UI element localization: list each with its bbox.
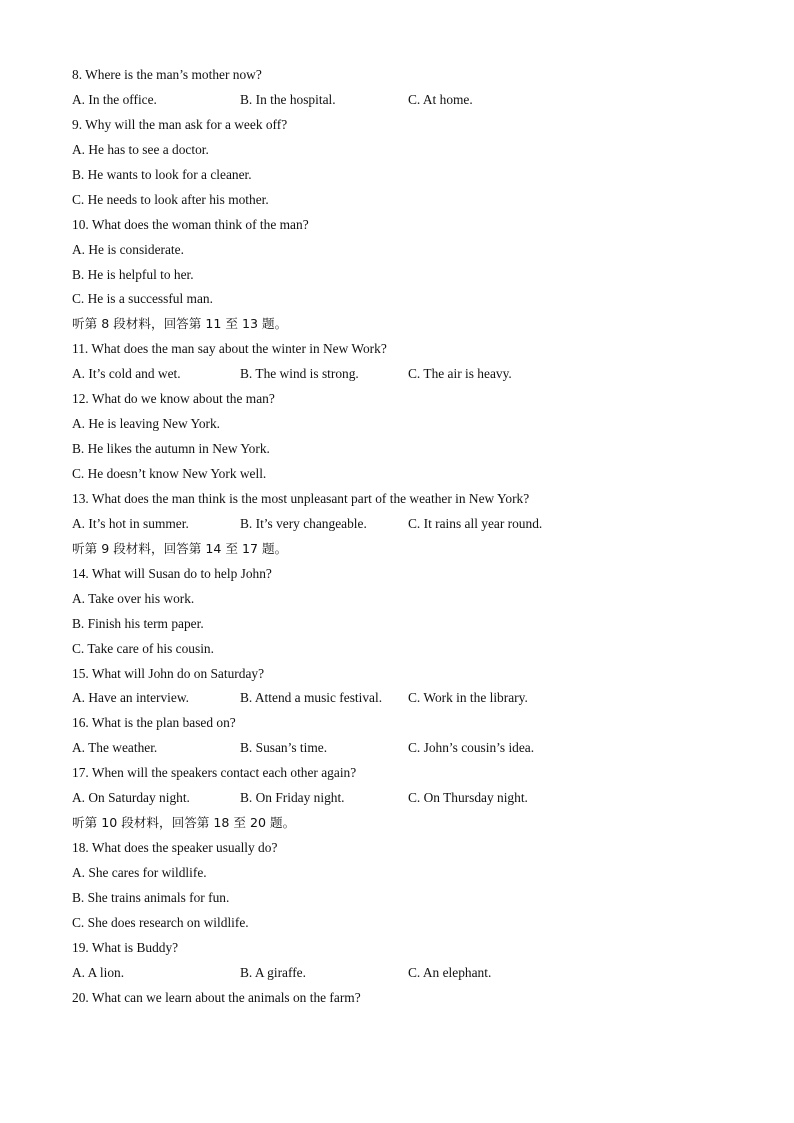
option-10b: B. He is helpful to her. [72,266,194,282]
option-8b: B. In the hospital. [240,91,336,107]
option-10a: A. He is considerate. [72,241,184,257]
option-11b: B. The wind is strong. [240,366,359,382]
option-17b: B. On Friday night. [240,790,345,806]
question-11: 11. What does the man say about the winter in New Work? [72,341,387,357]
question-18: 18. What does the speaker usually do? [72,840,278,856]
option-15c: C. Work in the library. [408,690,528,706]
option-9b: B. He wants to look for a cleaner. [72,166,252,182]
option-11c: C. The air is heavy. [408,366,512,382]
question-16-options [72,736,752,761]
question-9: 9. Why will the man ask for a week off? [72,116,288,132]
option-18c: C. She does research on wildlife. [72,914,249,930]
question-10: 10. What does the woman think of the man? [72,216,309,232]
question-20: 20. What can we learn about the animals on the farm? [72,989,361,1005]
option-12a: A. He is leaving New York. [72,416,221,432]
question-15-options [72,686,752,711]
option-13a: A. It’s hot in summer. [72,515,189,531]
option-9a: A. He has to see a doctor. [72,141,209,157]
question-17: 17. When will the speakers contact each other again? [72,765,357,781]
option-13b: B. It’s very changeable. [240,515,367,531]
option-14c: C. Take care of his cousin. [72,640,214,656]
question-15: 15. What will John do on Saturday? [72,665,265,681]
option-19b: B. A giraffe. [240,964,306,980]
option-16b: B. Susan’s time. [240,740,328,756]
option-17c: C. On Thursday night. [408,790,528,806]
option-12c: C. He doesn’t know New York well. [72,466,267,481]
question-19-options [72,961,752,986]
question-12: 12. What do we know about the man? [72,391,275,407]
option-18a: A. She cares for wildlife. [72,865,207,880]
option-8a: A. In the office. [72,91,157,107]
option-12b: B. He likes the autumn in New York. [72,441,270,457]
option-11a: A. It’s cold and wet. [72,366,181,382]
question-17-options [72,786,752,811]
question-11-options [72,362,752,387]
option-15b: B. Attend a music festival. [240,690,383,706]
option-17a: A. On Saturday night. [72,790,190,806]
option-18b: B. She trains animals for fun. [72,889,230,905]
option-15a: A. Have an interview. [72,690,189,706]
option-19a: A. A lion. [72,964,125,980]
question-13-options [72,512,752,537]
exam-page [72,63,752,1011]
question-19: 19. What is Buddy? [72,939,179,955]
question-13: 13. What does the man think is the most unpleasant part of the weather in New York? [72,490,530,506]
section-10-heading: 听第 10 段材料，回答第 18 至 20 题。 [72,815,296,831]
option-19c: C. An elephant. [408,964,492,980]
option-14b: B. Finish his term paper. [72,615,204,631]
section-9-heading: 听第 9 段材料，回答第 14 至 17 题。 [72,540,288,556]
option-16c: C. John’s cousin’s idea. [408,740,535,756]
question-8: 8. Where is the man’s mother now? [72,67,262,82]
question-8-options [72,88,752,113]
option-8c: C. At home. [408,91,473,107]
question-16: 16. What is the plan based on? [72,715,236,731]
option-13c: C. It rains all year round. [408,515,543,531]
option-16a: A. The weather. [72,740,158,756]
option-9c: C. He needs to look after his mother. [72,191,269,207]
section-8-heading: 听第 8 段材料，回答第 11 至 13 题。 [72,316,288,332]
option-10c: C. He is a successful man. [72,291,213,307]
option-14a: A. Take over his work. [72,590,195,606]
question-14: 14. What will Susan do to help John? [72,565,272,581]
